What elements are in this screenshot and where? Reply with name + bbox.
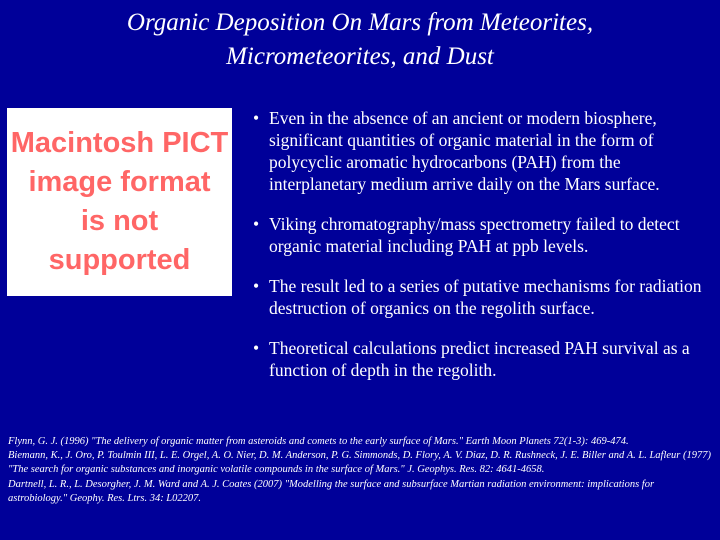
placeholder-line-3: is not supported bbox=[48, 205, 191, 276]
bullet-dot: • bbox=[253, 108, 260, 128]
bullet-dot: • bbox=[253, 214, 260, 234]
bullet-text: Viking chromatography/mass spectrometry failed to detect organic material including PAH at ppb levels. bbox=[269, 214, 680, 256]
reference-item: Biemann, K., J. Oro, P. Toulmin III, L. E. Orgel, A. O. Nier, D. M. Anderson, P. G. Simmonds, D. Flory, A. V. Diaz, D. R. Rushneck, J. E. Biller and A. L. Lafleur (1977) "The search for organic substances and inorganic volatile compounds in the surface of Mars." J. Geophys. Res. 82: 4641-4658. bbox=[8, 450, 711, 476]
unsupported-image-placeholder bbox=[7, 108, 232, 296]
placeholder-line-2: image format bbox=[28, 166, 211, 198]
bullet-text: The result led to a series of putative mechanisms for radiation destruction of organics on the regolith surface. bbox=[269, 276, 702, 318]
slide-title-line-2: Micrometeorites, and Dust bbox=[226, 43, 494, 70]
reference-item: Flynn, G. J. (1996) "The delivery of organic matter from asteroids and comets to the early surface of Mars." Earth Moon Planets 72(1-3): 469-474. bbox=[8, 436, 629, 447]
bullet-item bbox=[253, 275, 713, 319]
bullet-item bbox=[253, 213, 713, 257]
bullet-text: Theoretical calculations predict increased PAH survival as a function of depth in the regolith. bbox=[269, 338, 690, 380]
bullet-list bbox=[253, 107, 713, 399]
bullet-text: Even in the absence of an ancient or modern biosphere, significant quantities of organic material in the form of polycyclic aromatic hydrocarbons (PAH) from the interplanetary medium arrive daily on the Mars surface. bbox=[269, 108, 660, 194]
bullet-item bbox=[253, 337, 713, 381]
references bbox=[8, 435, 714, 506]
bullet-item bbox=[253, 107, 713, 195]
slide-title-line-1: Organic Deposition On Mars from Meteorites, bbox=[126, 9, 594, 36]
bullet-dot: • bbox=[253, 338, 260, 358]
reference-item: Dartnell, L. R., L. Desorgher, J. M. Ward and A. J. Coates (2007) "Modelling the surface and subsurface Martian radiation environment: implications for astrobiology." Geophy. Res. Ltrs. 34: L02207. bbox=[8, 478, 655, 504]
slide-title bbox=[0, 6, 720, 74]
bullet-dot: • bbox=[253, 276, 260, 296]
placeholder-line-1: Macintosh PICT bbox=[10, 127, 229, 159]
